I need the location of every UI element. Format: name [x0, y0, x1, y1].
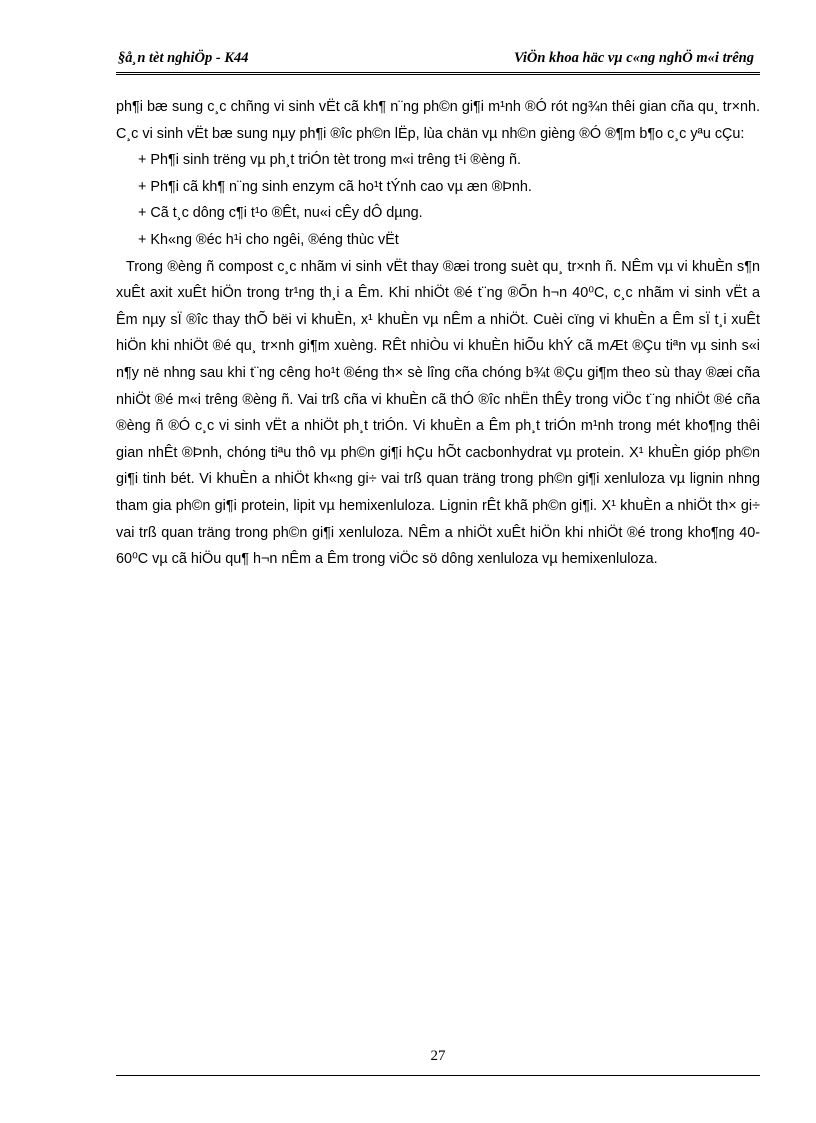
bullet-item: + Kh«ng ®éc h¹i cho ngêi, ®éng thùc vËt — [138, 231, 399, 248]
bullet-item: + Ph¶i sinh trëng vµ ph¸t triÓn tèt trong m«i trêng t¹i ®èng ñ. — [138, 152, 521, 169]
main-paragraph: Trong ®èng ñ compost c¸c nhãm vi sinh vËt thay ®æi trong suèt qu¸ tr×nh ñ. NÊm vµ vi khuÈn s¶n xuÊt axit xuÊt hiÖn trong tr¹ng th¸i a Êm. Khi nhiÖt ®é t¨ng ®Õn h¬n 40⁰C, c¸c nhãm vi sinh vËt a Êm nµy sÏ ®îc thay thÕ bëi vi khuÈn, x¹ khuÈn vµ nÊm a nhiÖt. Cuèi cïng vi khuÈn a Êm sÏ t¸i xuÊt hiÖn khi nhiÖt ®é qu¸ tr×nh gi¶m xuèng. RÊt nhiÒu vi khuÈn hiÕu khÝ cã mÆt ®Çu tiªn vµ sinh s«i n¶y në nhng sau khi t¨ng cêng ho¹t ®éng th× sè lîng cña chóng b¾t ®Çu gi¶m theo sù thay ®æi cña nhiÖt ®é m«i trêng ®èng ñ. Vai trß cña vi khuÈn cã thÓ ®îc nhËn thÊy trong viÖc t¨ng nhiÖt ®é cña ®èng ñ ®Ó c¸c vi sinh vËt a nhiÖt ph¸t triÓn. Vi khuÈn a Êm ph¸t triÓn m¹nh trong mét kho¶ng thêi gian nhÊt ®Þnh, chóng tiªu thô vµ ph©n gi¶i hÇu hÕt cacbonhydrat vµ protein. X¹ khuÈn gióp ph©n gi¶i tinh bét. Vi khuÈn a nhiÖt kh«ng gi÷ vai trß quan träng trong ph©n gi¶i xenluloza vµ lignin nhng tham gia ph©n gi¶i protein, lipit vµ hemixenluloza. Lignin rÊt khã ph©n gi¶i. X¹ khuÈn a nhiÖt th× gi÷ vai trß quan träng trong ph©n gi¶i xenluloza. NÊm a nhiÖt xuÊt hiÖn khi nhiÖt ®é trong kho¶ng 40-60⁰C vµ cã hiÖu qu¶ h¬n nÊm a Êm trong viÖc sö dông xenluloza vµ hemixenluloza. — [116, 258, 760, 568]
page-footer — [116, 1048, 760, 1076]
page-body — [116, 94, 760, 573]
page-number: 27 — [430, 1048, 446, 1064]
header-left-text: §å¸n tèt nghiÖp - K44 — [118, 50, 249, 66]
page-header — [116, 46, 760, 75]
bullet-item: + Ph¶i cã kh¶ n¨ng sinh enzym cã ho¹t tÝnh cao vµ æn ®Þnh. — [138, 178, 532, 195]
bullet-item: + Cã t¸c dông c¶i t¹o ®Êt, nu«i cÊy dÔ dµng. — [138, 205, 423, 222]
intro-paragraph: ph¶i bæ sung c¸c chñng vi sinh vËt cã kh¶ n¨ng ph©n gi¶i m¹nh ®Ó rót ng¾n thêi gian cña qu¸ tr×nh. C¸c vi sinh vËt bæ sung nµy ph¶i ®îc ph©n lËp, lùa chän vµ nh©n gièng ®Ó ®¶m b¶o c¸c yªu cÇu: — [116, 99, 760, 142]
header-right-text: ViÖn khoa häc vµ c«ng nghÖ m«i trêng — [514, 50, 754, 66]
